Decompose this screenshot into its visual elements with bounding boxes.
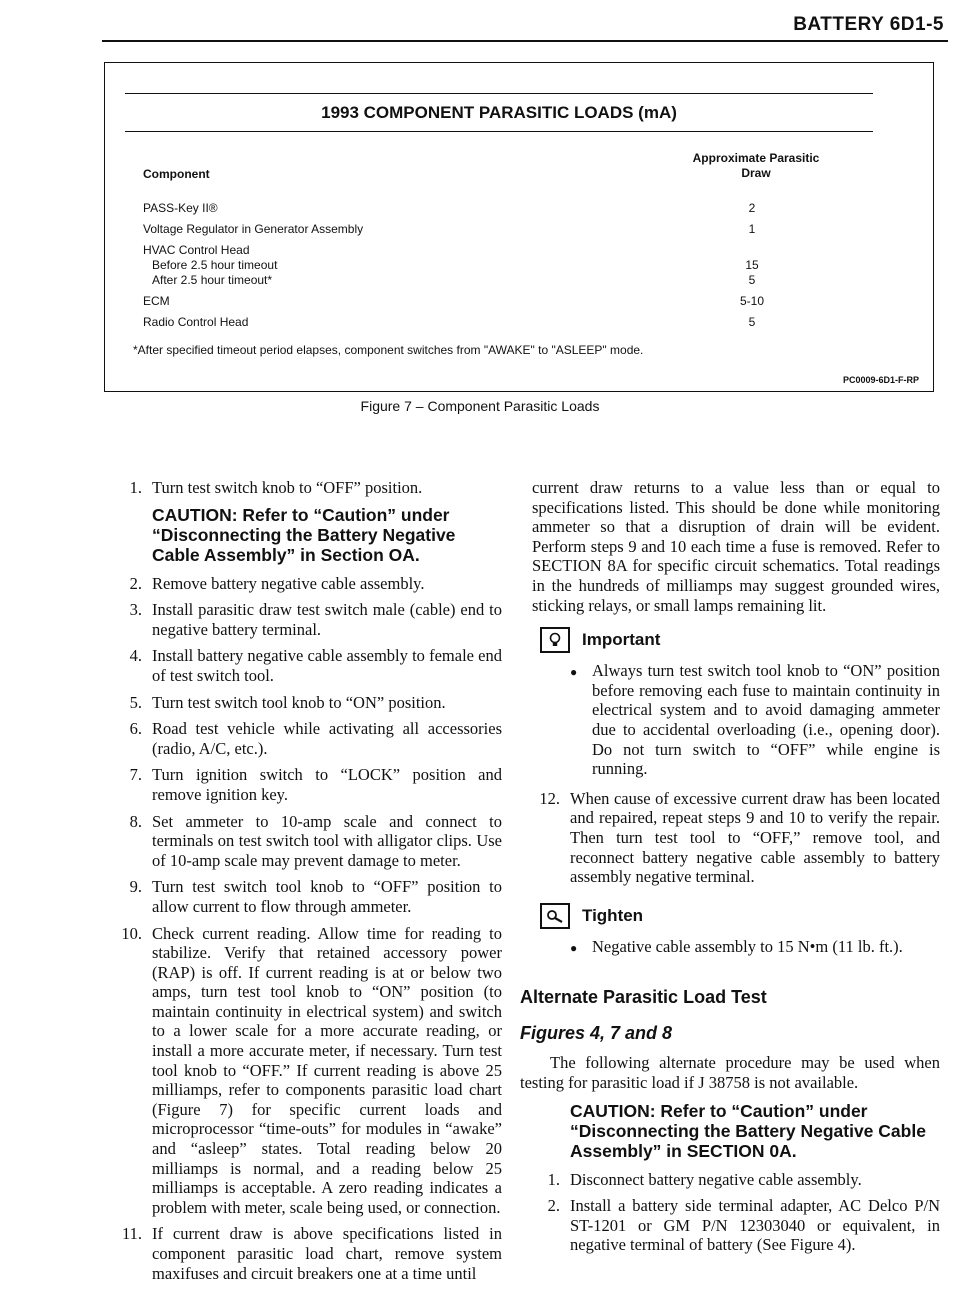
step-number: 1. — [547, 1169, 560, 1189]
step-item — [520, 1196, 940, 1255]
step-text: Remove battery negative cable assembly. — [152, 573, 425, 593]
important-label: Important — [582, 630, 661, 650]
step-text: Install battery negative cable assembly to female end of test switch tool. — [152, 646, 502, 685]
step-item — [102, 574, 502, 594]
figure-code: PC0009-6D1-F-RP — [842, 375, 919, 385]
figure-footnote: *After specified timeout period elapses, component switches from "AWAKE" to "ASLEEP" mode. — [133, 343, 644, 357]
step-number: 6. — [129, 719, 142, 739]
step-text: Road test vehicle while activating all accessories (radio, A/C, etc.). — [152, 719, 502, 758]
row-value — [687, 243, 817, 258]
row-name: Radio Control Head — [143, 315, 249, 329]
step-number: 2. — [129, 573, 142, 593]
step-text: Disconnect battery negative cable assembly. — [570, 1169, 862, 1189]
caution-note: CAUTION: Refer to “Caution” under “Disconnecting the Battery Negative Cable Assembly” in Section OA. — [152, 504, 456, 565]
step-item — [102, 765, 502, 804]
step-text: Turn test switch tool knob to “ON” position. — [152, 692, 446, 712]
tighten-icon — [540, 903, 570, 929]
table-row — [143, 294, 863, 309]
step-number: 4. — [129, 646, 142, 666]
figure-reference-heading: Figures 4, 7 and 8 — [520, 1022, 673, 1043]
table-row — [143, 315, 863, 330]
row-name: Voltage Regulator in Generator Assembly — [143, 222, 364, 236]
right-column — [520, 478, 940, 1262]
figure-caption: Figure 7 – Component Parasitic Loads — [360, 398, 600, 414]
step-text: Turn test switch knob to “OFF” position. — [152, 478, 423, 497]
step-item — [102, 719, 502, 758]
step-number: 2. — [547, 1196, 560, 1216]
step-number: 10. — [121, 923, 142, 943]
step-number: 12. — [539, 788, 560, 808]
step-text: Turn ignition switch to “LOCK” position and remove ignition key. — [152, 765, 502, 804]
step-item — [102, 478, 502, 498]
bullet-icon: ● — [570, 940, 578, 955]
bullet-item — [570, 937, 940, 959]
table-row — [143, 258, 863, 273]
row-name: PASS-Key II® — [143, 201, 218, 215]
table-row — [143, 201, 863, 216]
table-row — [143, 243, 863, 258]
step-item — [102, 693, 502, 713]
step-item — [102, 646, 502, 685]
tighten-text: Negative cable assembly to 15 N•m (11 lb. ft.). — [592, 936, 903, 956]
wrench-icon — [546, 908, 564, 924]
step-number: 8. — [129, 811, 142, 831]
figure-top-rule — [125, 93, 873, 94]
row-value: 2 — [748, 201, 756, 215]
step-number: 1. — [129, 478, 142, 497]
row-name: ECM — [143, 294, 170, 308]
step-item — [102, 924, 502, 1218]
section-heading: Alternate Parasitic Load Test — [520, 987, 767, 1008]
table-row — [143, 273, 863, 288]
row-value: 15 — [745, 258, 759, 272]
row-value: 5 — [748, 273, 756, 287]
step-number: 5. — [129, 692, 142, 712]
tighten-label: Tighten — [582, 905, 644, 925]
step-11-continuation: current draw returns to a value less than or equal to specifications listed. This should be done while monitoring ammeter so that a disruption of drain will be evident. Perform steps 9 and 10 each time a fuse is removed. Refer to SECTION 8A for specific circuit schematics. Total readings in the hundreds of milliamps may suggest grounded wires, sticking relays, or small lamps remaining lit. — [532, 478, 940, 615]
step-text: Check current reading. Allow time for reading to stabilize. Verify that retained accessory power (RAP) is off. If current reading is at or below two amps, turn test tool knob to “ON” position (to maintain continuity in electrical system) and switch to a lower scale for a more accurate reading, or install a more accurate meter, if necessary. Turn test tool knob to “OFF.” If current reading is above 25 milliamps, refer to components parasitic load chart (Figure 7) for specific current loads and microprocessor “time-outs” for modules in “awake” and “asleep” states. Total reading below 20 milliamps is normal, and a reading below 25 milliamps is acceptable. A zero reading indicates a problem with meter, scale being used, or connection. — [152, 923, 502, 1217]
figure-7-table — [104, 62, 934, 392]
step-text: Turn test switch tool knob to “OFF” position to allow current to flow through ammeter. — [152, 877, 502, 916]
step-text: Install a battery side terminal adapter, AC Delco P/N ST-1201 or GM P/N 12303040 or equivalent, in negative terminal of battery (See Figure 4). — [570, 1196, 940, 1255]
row-name: After 2.5 hour timeout* — [152, 273, 273, 287]
column-header-component: Component — [143, 167, 210, 181]
step-item — [102, 600, 502, 639]
caution-note: CAUTION: Refer to “Caution” under “Disconnecting the Battery Negative Cable Assembly” in SECTION 0A. — [570, 1100, 926, 1161]
important-icon — [540, 627, 570, 653]
bullet-item — [570, 661, 940, 779]
step-text: When cause of excessive current draw has been located and repaired, repeat steps 9 and 10 to verify the repair. Then turn test tool to “OFF,” remove tool, and reconnect battery negative cable assembly to battery assembly negative terminal. — [570, 788, 940, 887]
bullet-icon: ● — [570, 665, 578, 680]
row-value: 5-10 — [739, 294, 765, 308]
step-text: If current draw is above specifications listed in component parasitic load chart, remove system maxifuses and circuit breakers one at a time until — [152, 1224, 502, 1283]
step-item — [102, 1224, 502, 1283]
alternate-intro: The following alternate procedure may be used when testing for parasitic load if J 38758 is not available. — [520, 1053, 940, 1093]
column-header-draw: Approximate Parasitic Draw — [692, 151, 820, 180]
step-number: 7. — [129, 765, 142, 785]
header-rule — [102, 40, 948, 42]
row-name: Before 2.5 hour timeout — [152, 258, 278, 272]
step-number: 3. — [129, 600, 142, 620]
step-item — [102, 812, 502, 871]
step-text: Install parasitic draw test switch male (cable) end to negative battery terminal. — [152, 600, 502, 639]
step-number: 9. — [129, 877, 142, 897]
table-row — [143, 222, 863, 237]
row-name: HVAC Control Head — [143, 243, 250, 257]
left-column — [102, 478, 502, 1290]
important-callout — [540, 627, 940, 653]
important-text: Always turn test switch tool knob to “ON” position before removing each fuse to maintain continuity in electrical system and to avoid damaging ammeter due to accidental overloading (i.e., opening door). Do not turn switch to “OFF” while engine is running. — [592, 661, 940, 779]
step-text: Set ammeter to 10-amp scale and connect to terminals on test switch tool with alligator clips. Use of 10-amp scale may prevent damage to meter. — [152, 811, 502, 870]
row-value: 1 — [748, 222, 756, 236]
tighten-callout — [540, 903, 940, 929]
figure-bottom-rule — [125, 131, 873, 132]
lightbulb-icon — [548, 632, 562, 648]
step-item — [520, 789, 940, 887]
step-item — [520, 1170, 940, 1190]
step-number: 11. — [121, 1224, 142, 1244]
page-header-title: BATTERY 6D1-5 — [793, 14, 944, 35]
row-value: 5 — [748, 315, 756, 329]
step-item — [102, 877, 502, 916]
parasitic-load-rows — [143, 201, 863, 330]
figure-title: 1993 COMPONENT PARASITIC LOADS (mA) — [321, 103, 677, 122]
